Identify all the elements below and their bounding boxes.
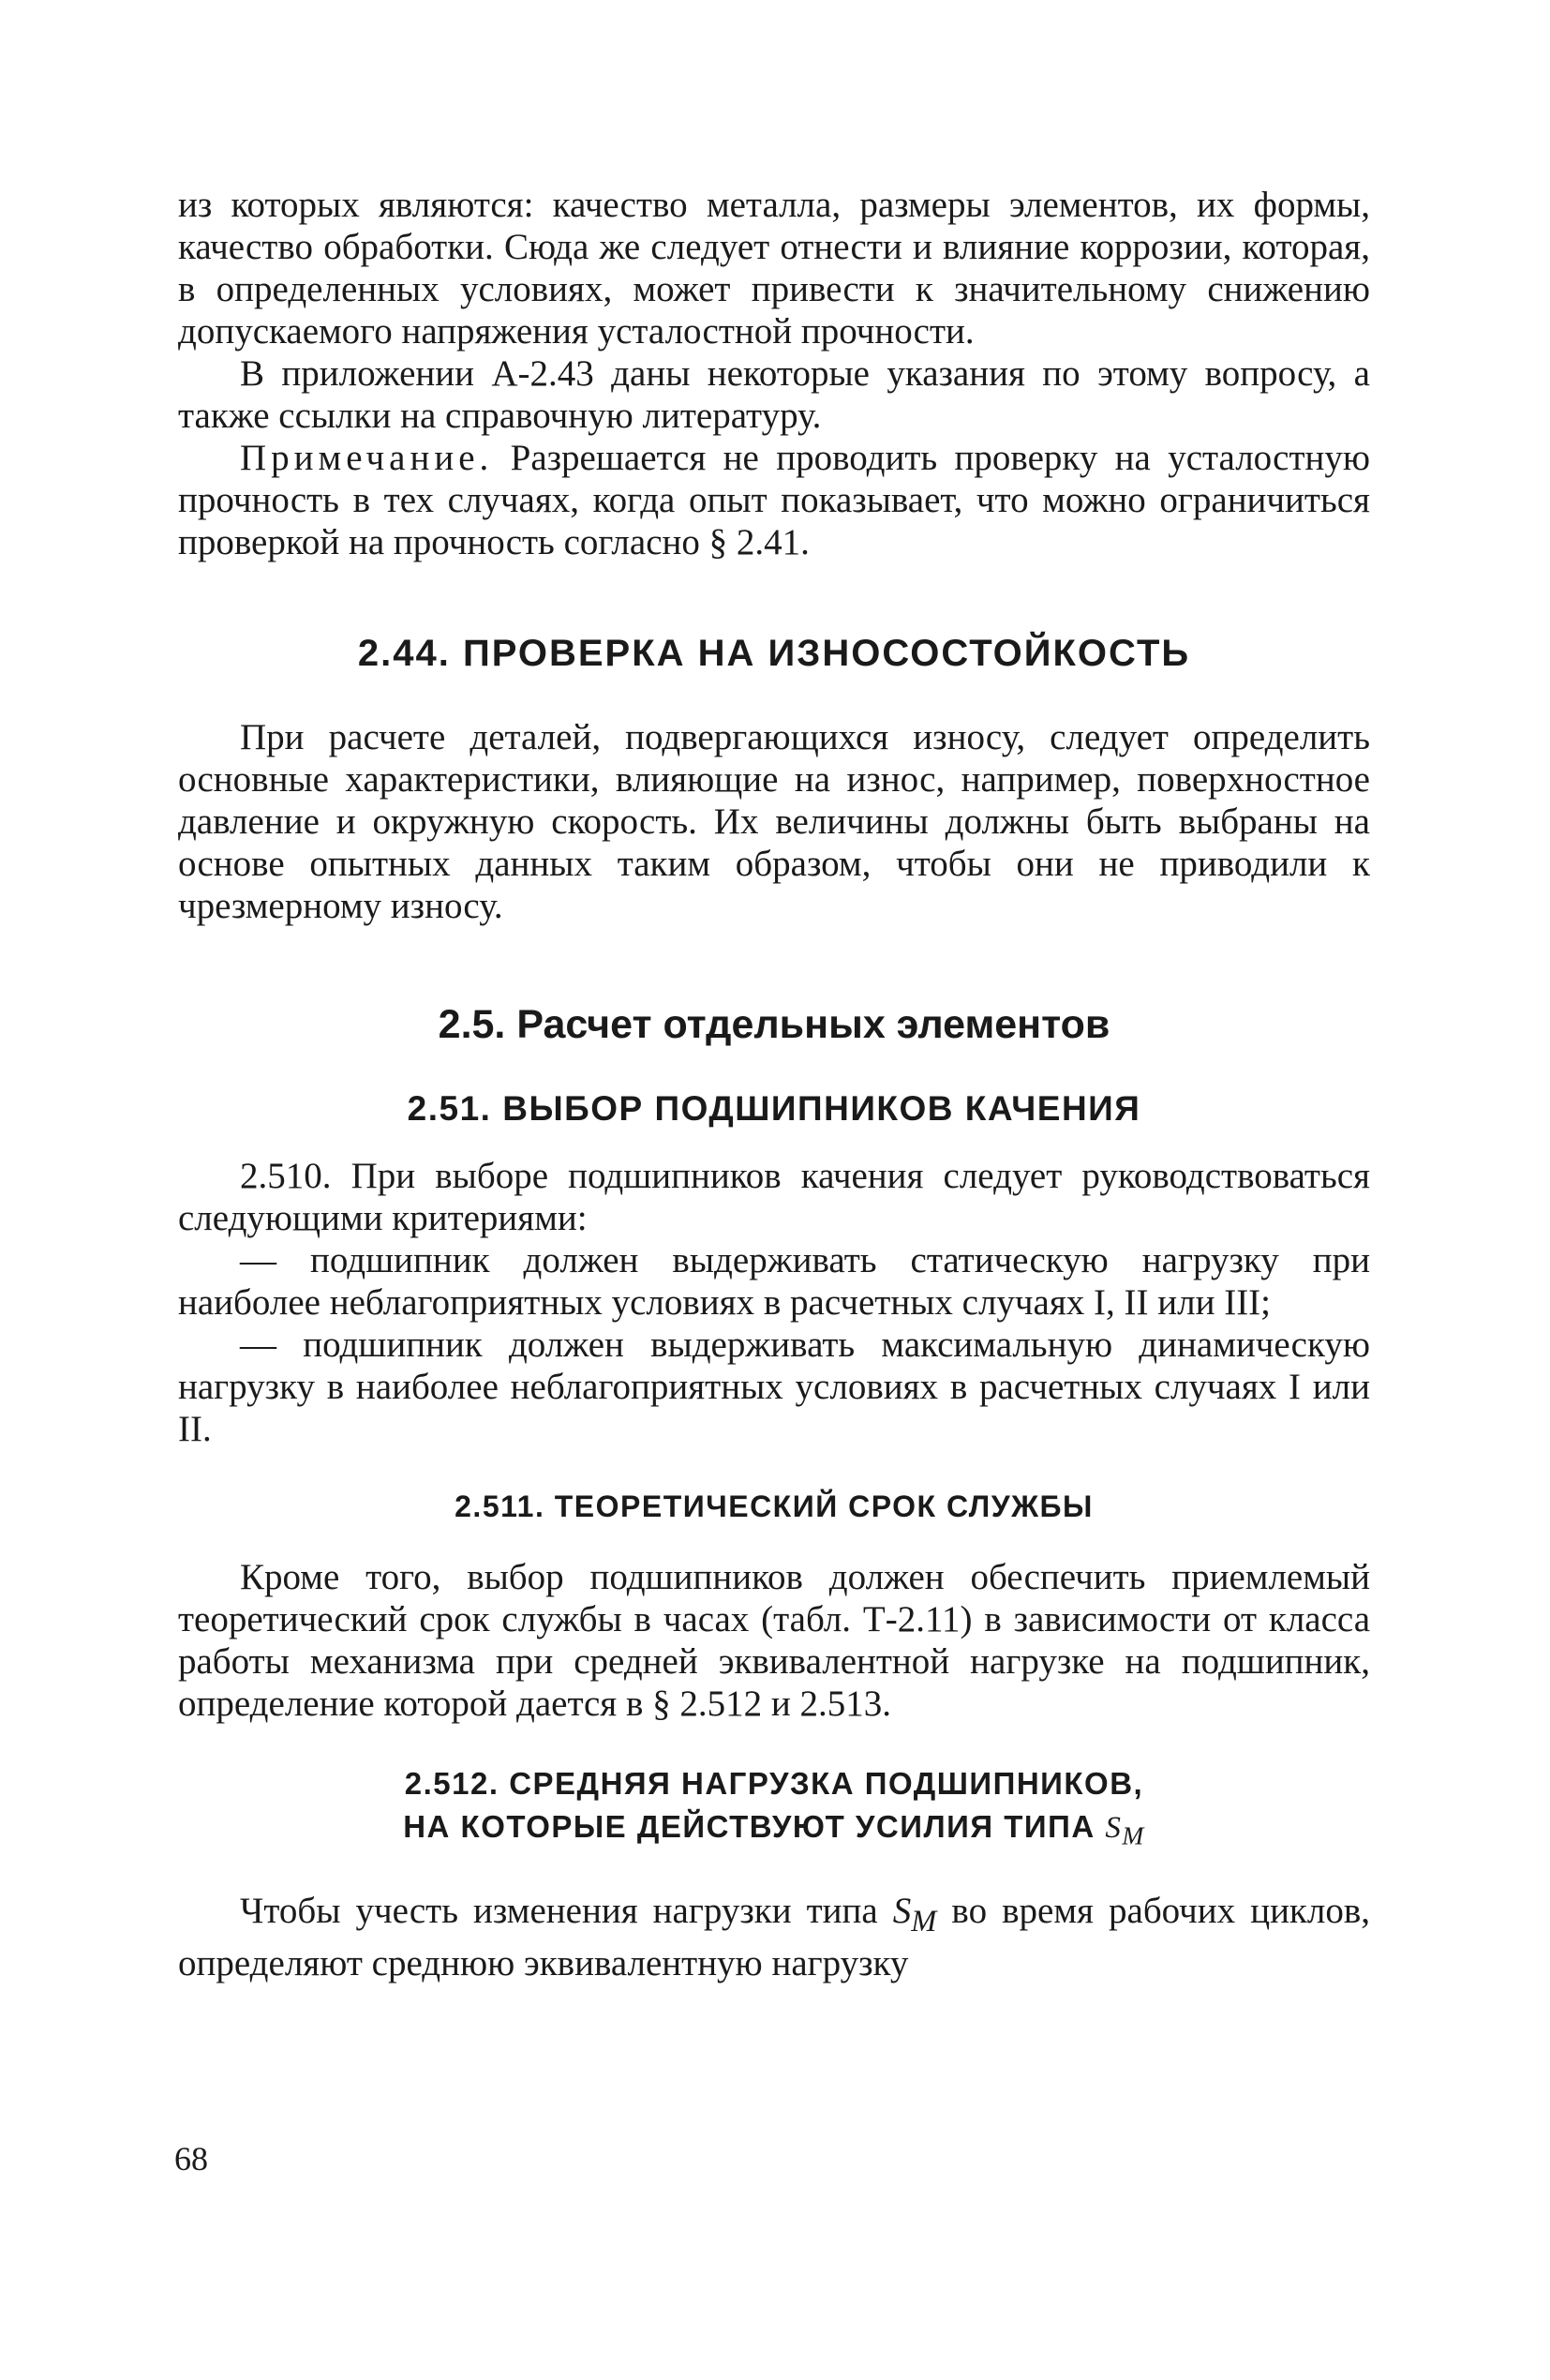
heading-wear-resistance	[178, 633, 1370, 675]
paragraph-criterion-dynamic: — подшипник должен выдерживать максимальную динамическую нагрузку в наиболее неблагоприятных условиях в расчетных случаях I или II.	[178, 1325, 1370, 1449]
symbol-subscript-m: M	[911, 1904, 937, 1938]
note-label: Примечание.	[240, 438, 494, 478]
paragraph-appendix-reference: В приложении А-2.43 даны некоторые указания по этому вопросу, а также ссылки на справочную литературу.	[178, 353, 1370, 436]
paragraph-average-load	[178, 1890, 1370, 1985]
heading-service-life	[178, 1489, 1370, 1524]
heading-line-2: НА КОТОРЫЕ ДЕЙСТВУЮТ УСИЛИЯ ТИПА	[403, 1809, 1095, 1844]
note-text: Разрешается не проводить проверку на усталостную прочность в тех случаях, когда опыт показывает, что можно ограничиться проверкой на прочность согласно § 2.41.	[178, 438, 1370, 562]
text-after-symbol: во время рабочих циклов, определяют среднюю эквивалентную нагрузку	[178, 1890, 1371, 1984]
heading-number: 2.44.	[357, 633, 451, 674]
paragraph-service-life: Кроме того, выбор подшипников должен обеспечить приемлемый теоретический срок службы в часах (табл. Т-2.11) в зависимости от класса работы механизма при средней эквивалентной нагрузке на подшипник, определение которой дается в § 2.512 и 2.513.	[178, 1557, 1370, 1724]
paragraph-note	[178, 437, 1370, 563]
symbol-s: S	[892, 1890, 912, 1931]
paragraph-criterion-static: — подшипник должен выдерживать статическую нагрузку при наиболее неблагоприятных условиях в расчетных случаях I, II или III;	[178, 1240, 1370, 1323]
heading-text: ВЫБОР ПОДШИПНИКОВ КАЧЕНИЯ	[502, 1089, 1141, 1128]
heading-text: ТЕОРЕТИЧЕСКИЙ СРОК СЛУЖБЫ	[554, 1489, 1094, 1523]
heading-number: 2.511.	[455, 1489, 545, 1523]
heading-text: ПРОВЕРКА НА ИЗНОСОСТОЙКОСТЬ	[462, 633, 1191, 674]
paragraph-wear: При расчете деталей, подвергающихся износу, следует определить основные характеристики, влияющие на износ, например, поверхностное давление и окружную скорость. Их величины должны быть выбраны на основе опытных данных таким образом, чтобы они не приводили к чрезмерному износу.	[178, 717, 1370, 926]
symbol-s: S	[1105, 1811, 1123, 1845]
chapter-heading: 2.5. Расчет отдельных элементов	[438, 1002, 1110, 1047]
symbol-subscript-m: M	[1122, 1820, 1145, 1850]
paragraph-criteria-intro: 2.510. При выборе подшипников качения следует руководствоваться следующими критериями:	[178, 1156, 1370, 1238]
heading-average-load	[178, 1762, 1370, 1858]
page-body	[178, 184, 1370, 1984]
page-number: 68	[174, 2140, 208, 2178]
heading-line-1: СРЕДНЯЯ НАГРУЗКА ПОДШИПНИКОВ,	[509, 1766, 1144, 1801]
paragraph-fatigue-factors: из которых являются: качество металла, размеры элементов, их формы, качество обработки. Сюда же следует отнести и влияние коррозии, которая, в определенных условиях, может привести к значительному снижению допускаемого напряжения усталостной прочности.	[178, 185, 1370, 352]
heading-number: 2.51.	[407, 1089, 492, 1128]
text-before-symbol: Чтобы учесть изменения нагрузки типа	[240, 1890, 878, 1931]
heading-number: 2.512.	[404, 1766, 499, 1801]
heading-bearing-selection	[178, 1089, 1370, 1129]
